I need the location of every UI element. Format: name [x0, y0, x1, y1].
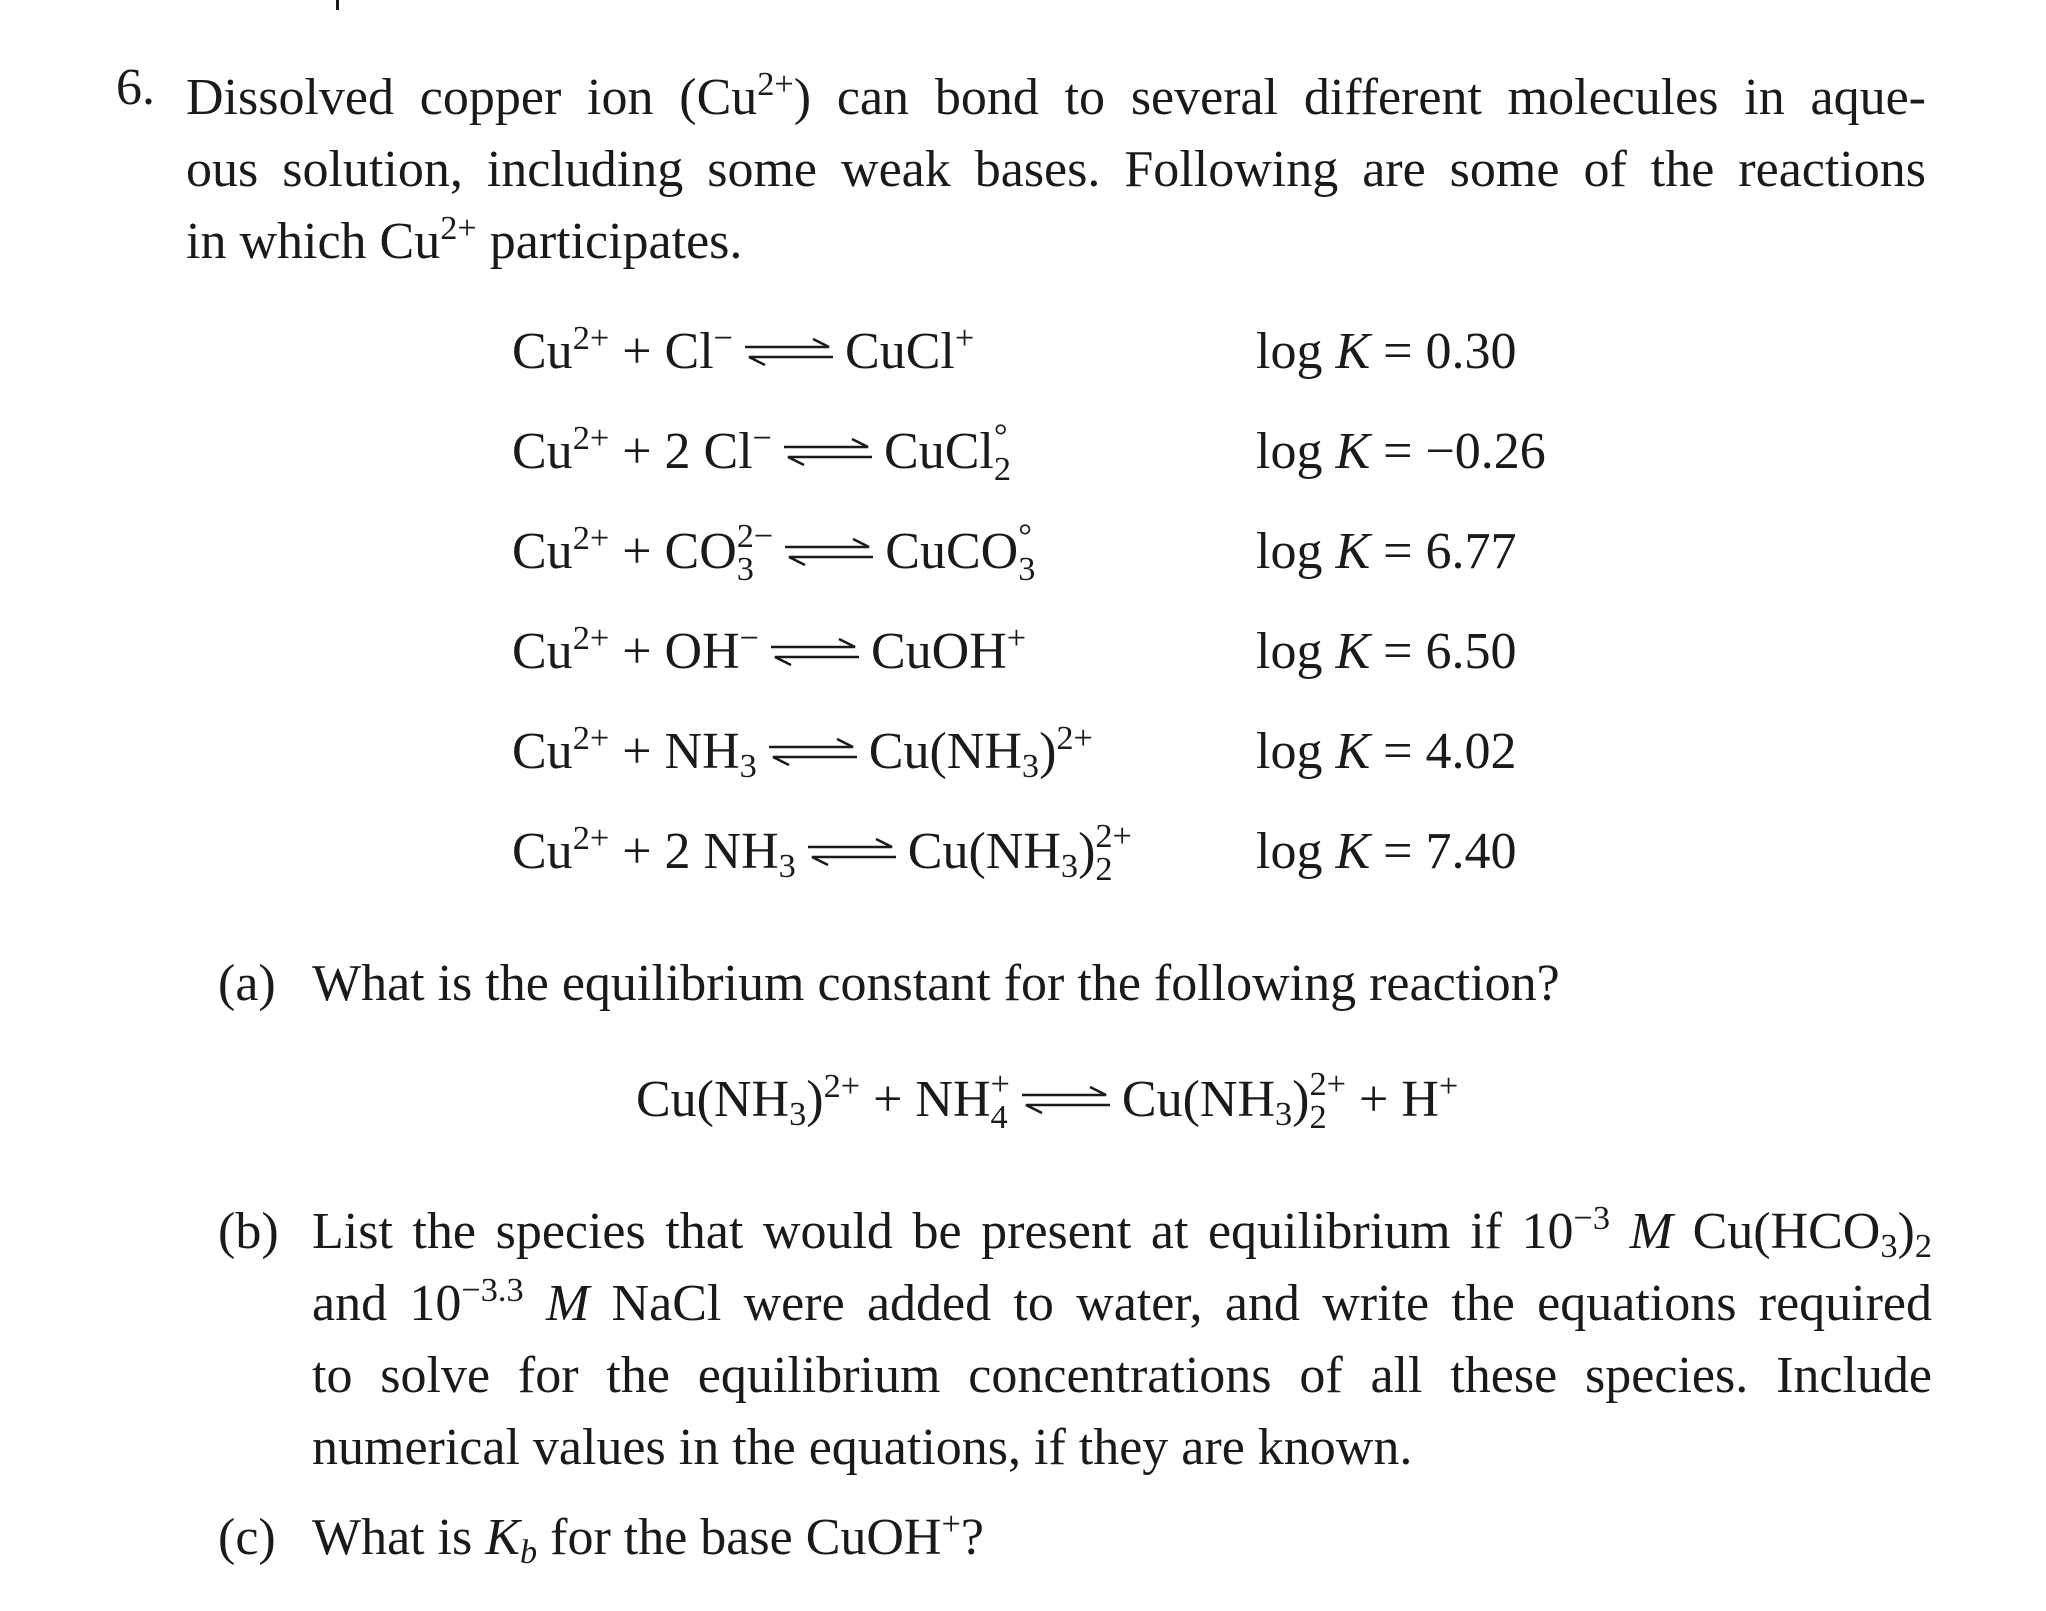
part-label: (c): [218, 1509, 276, 1566]
reaction-equation: $Cu^{2+} + NH_3$ $Cu(NH_3)^{2+}$: [512, 719, 1093, 785]
equilibrium-arrow-icon: [741, 337, 837, 367]
intro-line-1: Dissolved copper ion $(Cu^{2+})$ can bond to several different molecules in aque-: [186, 65, 1926, 126]
reaction-equation: $Cu^{2+} + Cl^-$ CuCl+: [512, 319, 975, 380]
reaction-equation: $Cu^{2+} + 2$ Cl− CuCl ° 2: [512, 417, 1012, 488]
equilibrium-arrow-icon: [765, 737, 861, 767]
question-line-4: numerical values in the equations, if they are known.: [312, 1419, 1413, 1476]
part-label: (b): [218, 1203, 279, 1260]
intro-line-2: ous solution, including some weak bases. Following are some of the reactions: [186, 141, 1926, 198]
equilibrium-arrow-icon: [781, 537, 877, 567]
part-a-equation: $Cu(NH_3)^{2+}$ + NH + 4 $Cu(NH_3)$ 2+ 2 + H+: [636, 1065, 1459, 1136]
part-a-question: [312, 948, 1932, 1020]
problem-number: 6.: [116, 59, 155, 116]
equilibrium-arrow-icon: [1018, 1085, 1114, 1115]
question-line-2: and $10^{-3.3}$ M NaCl were added to water, and write the equations required: [312, 1271, 1932, 1332]
equilibrium-arrow-icon: [780, 437, 876, 467]
reaction-equation: $Cu^{2+}$ + CO 2− 3 CuCO ° 3: [512, 517, 1036, 588]
question-text: What is $K_b$ for the base CuOH+?: [312, 1505, 984, 1571]
problem-intro: [186, 62, 1926, 278]
log-k-value: log K = 4.02: [1256, 723, 1517, 780]
reaction-equation: $Cu^{2+} + 2$ $NH_3$ $Cu(NH_3)$ 2+ 2: [512, 817, 1132, 888]
intro-line-3: in which $Cu^{2+}$ participates.: [186, 209, 743, 270]
top-text-fragment: [336, 0, 339, 10]
log-k-value: log K = −0.26: [1256, 423, 1546, 480]
reaction-equation: $Cu^{2+} + OH^-$ CuOH+: [512, 619, 1027, 680]
log-k-value: log K = 6.77: [1256, 523, 1517, 580]
equilibrium-arrow-icon: [804, 837, 900, 867]
log-k-value: log K = 6.50: [1256, 623, 1517, 680]
log-k-value: log K = 0.30: [1256, 323, 1517, 380]
part-label: (a): [218, 955, 276, 1012]
equilibrium-arrow-icon: [767, 637, 863, 667]
part-b-question: [312, 1196, 1932, 1484]
part-c-question: [312, 1502, 1932, 1574]
question-line-3: to solve for the equilibrium concentrations of all these species. Include: [312, 1347, 1932, 1404]
log-k-value: log K = 7.40: [1256, 823, 1517, 880]
question-text: What is the equilibrium constant for the following reaction?: [312, 955, 1560, 1012]
question-line-1: List the species that would be present at equilibrium if $10^{-3}$ M $Cu(HCO_3)_2$: [312, 1199, 1932, 1265]
